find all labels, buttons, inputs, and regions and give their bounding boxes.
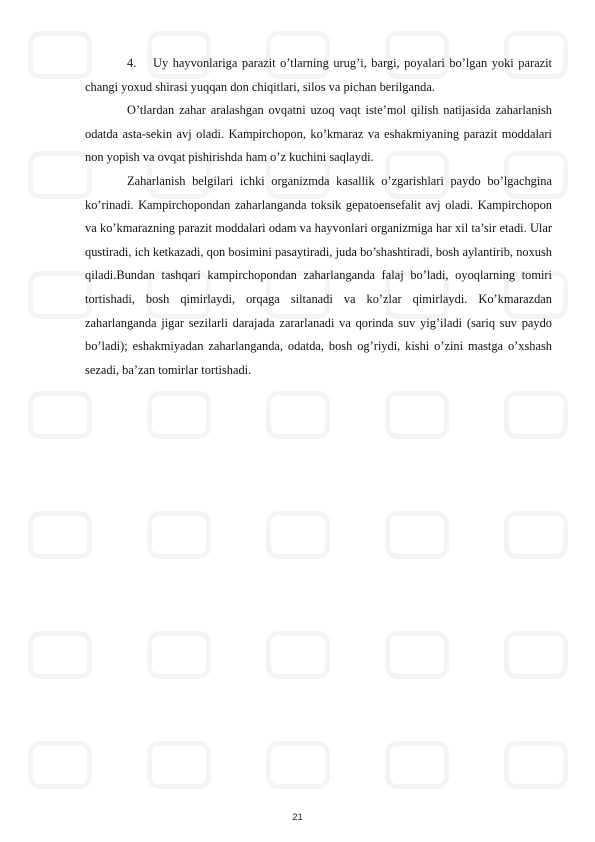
paragraph: Zaharlanish belgilari ichki organizmda kasallik o’zgarishlari paydo bo’lgachgina ko’rinadi. Kampirchopondan zaharlanganda toksik gepatoensefalit avj oladi. Kampirchopon va ko’kmarazning parazit moddalari odam va hayvonlari organizmiga har xil ta’sir etadi. Ular qustiradi, ich ketkazadi, qon bosimini pasaytiradi, juda bo’shashtiradi, bosh aylantirib, noxush qiladi.Bundan tashqari kampirchopondan zaharlanganda falaj bo’ladi, oyoqlarning tomiri tortishadi, bosh qimirlaydi, orqaga siltanadi va ko’zlar qimirlaydi. Ko’kmarazdan zaharlanganda jigar sezilarli darajada zararlanadi va qorinda suv yig’iladi (sariq suv paydo bo’ladi); eshakmiyadan zaharlanganda, odatda, bosh og’riydi, kishi o’zini mastga o’xshash sezadi, ba’zan tomirlar tortishadi. <box>85 173 552 377</box>
page-number: 21 <box>292 812 303 823</box>
list-item-number: 4. <box>127 56 137 70</box>
document-body <box>85 52 552 382</box>
paragraph: O’tlardan zahar aralashgan ovqatni uzoq vaqt iste’mol qilish natijasida zaharlanish odatda asta-sekin avj oladi. Kampirchopon, ko’kmaraz va eshakmiyaning parazit moddalari non yopish va ovqat pishirishda ham o’z kuchini saqlaydi. <box>85 103 552 165</box>
list-item-text: Uy hayvonlariga parazit o’tlarning urug’i, bargi, poyalari bo’lgan yoki parazit changi yoxud shirasi yuqqan don chiqitlari, silos va pichan berilganda. <box>85 56 552 94</box>
list-item <box>85 52 552 99</box>
